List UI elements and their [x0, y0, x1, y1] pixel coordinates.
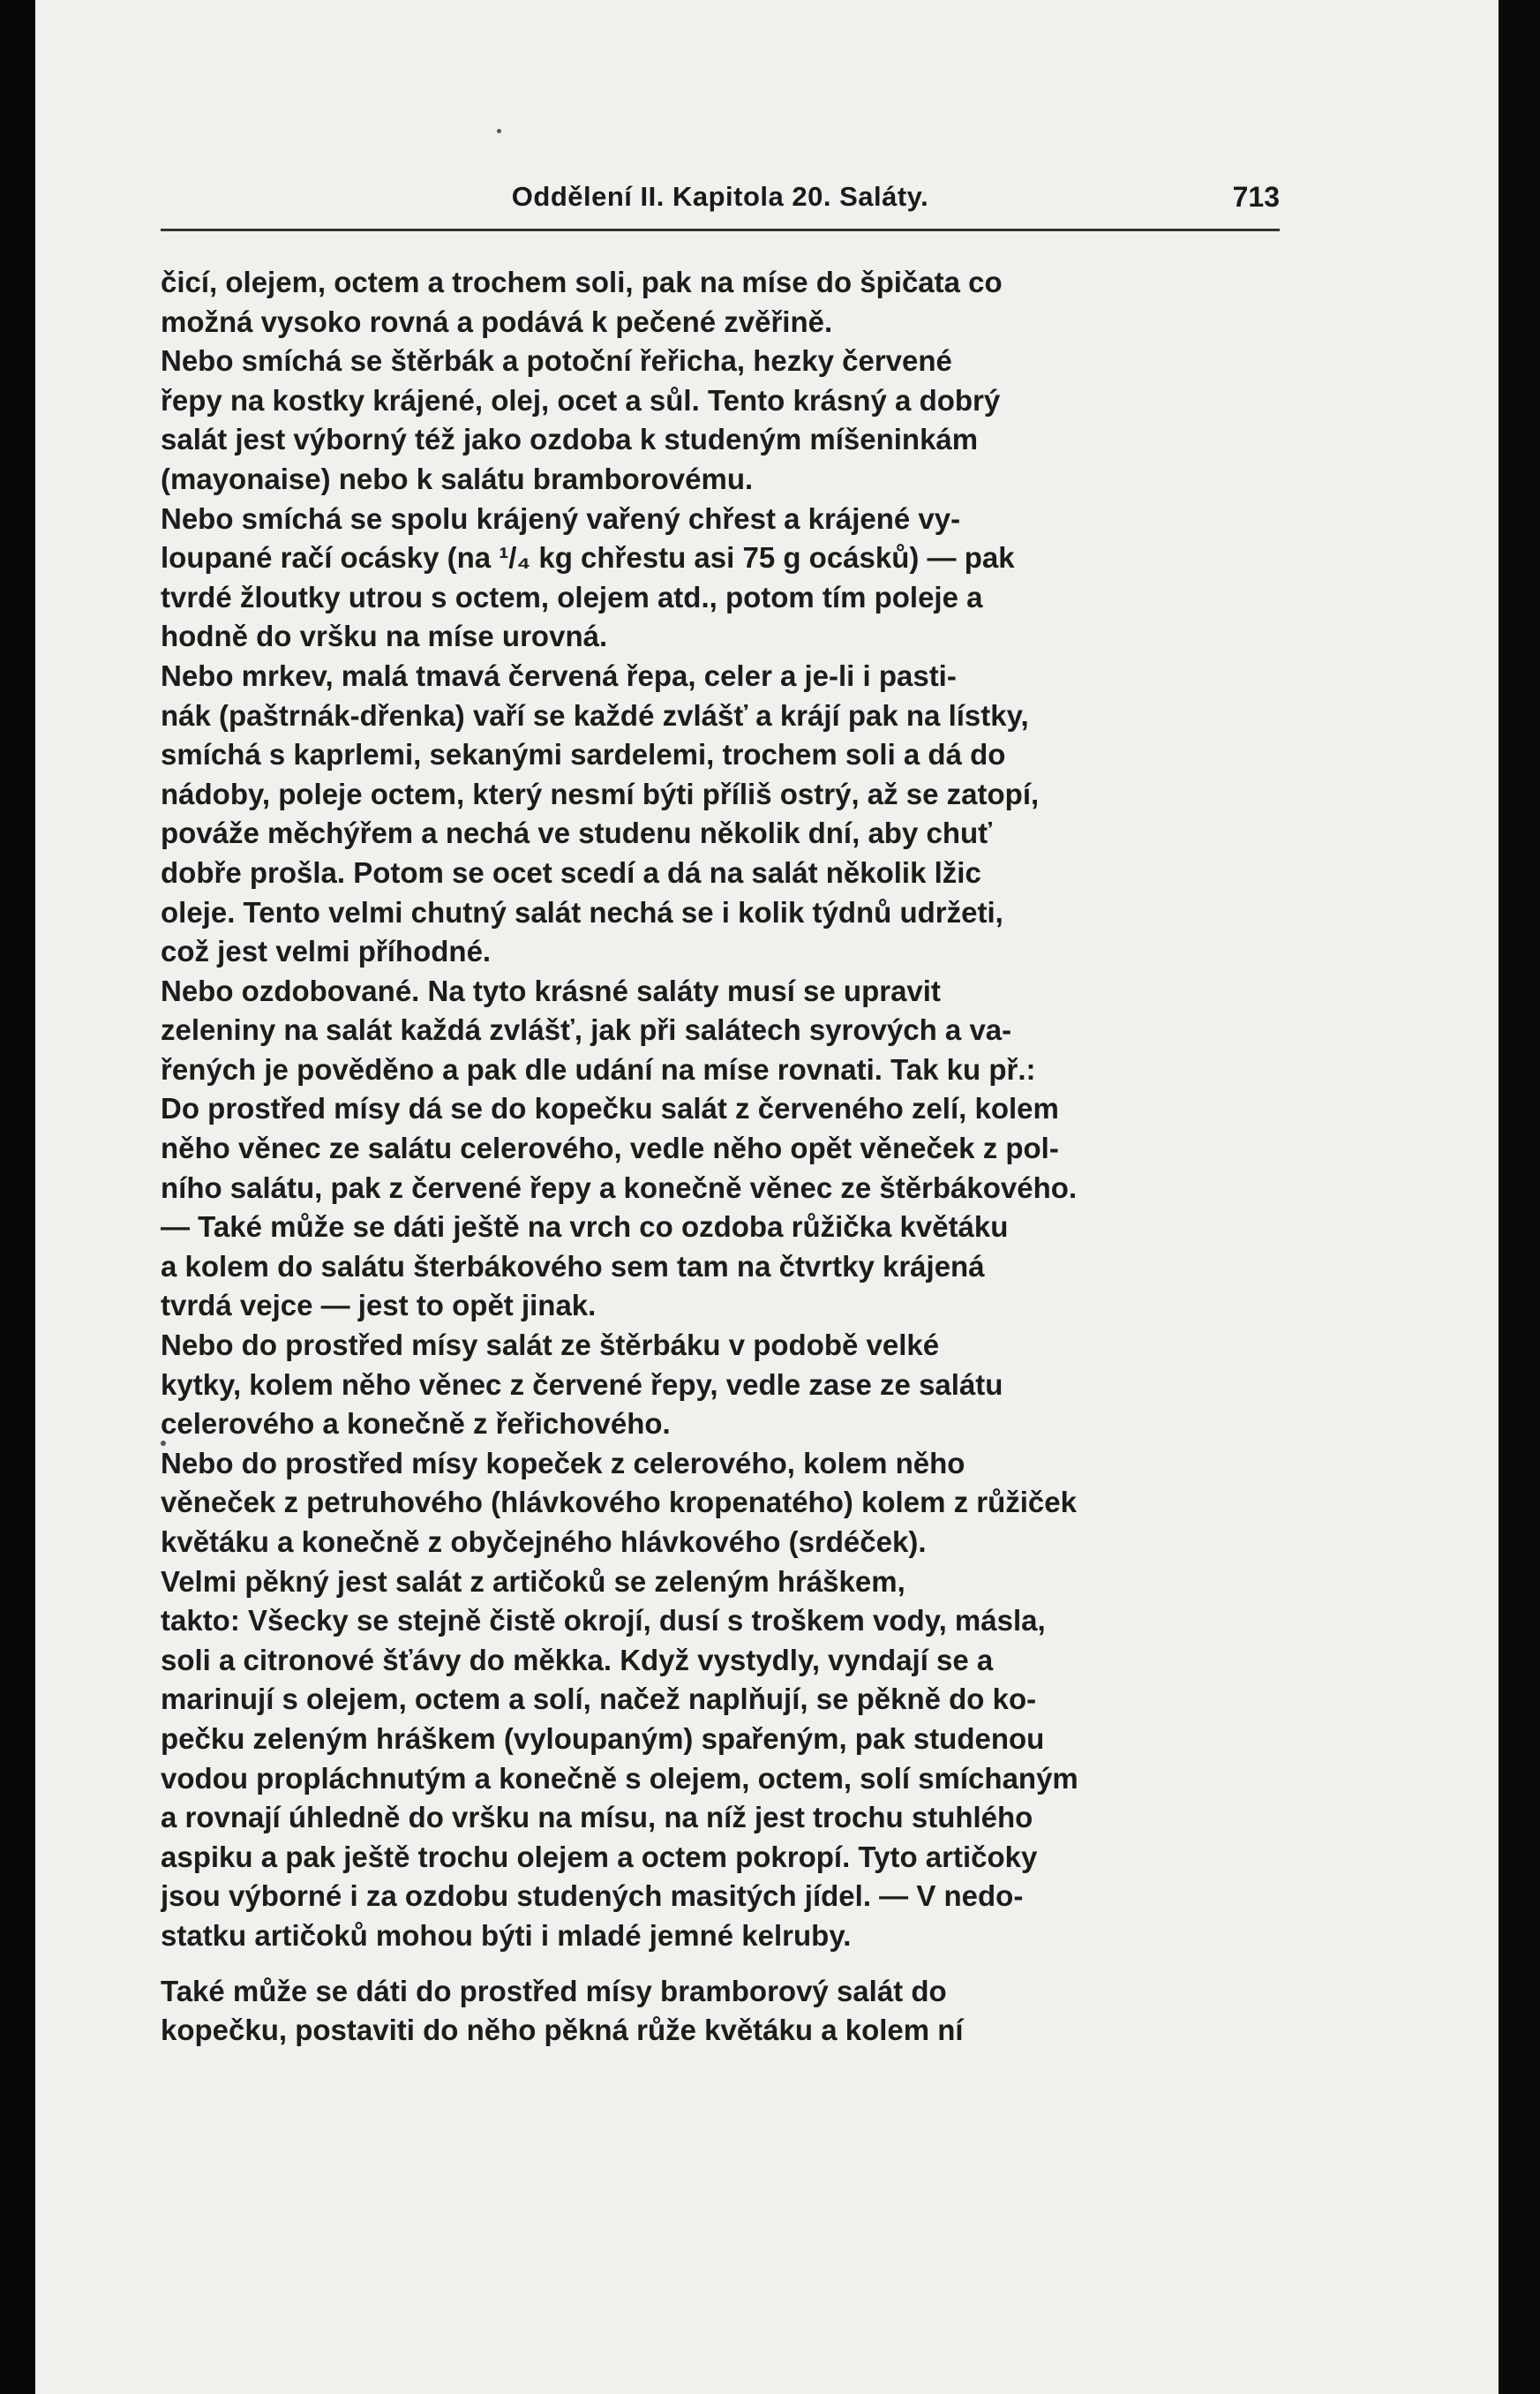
text-line: dobře prošla. Potom se ocet scedí a dá na salát několik lžic — [161, 855, 981, 889]
text-line: marinují s olejem, octem a solí, načež naplňují, se pěkně do ko- — [161, 1683, 1037, 1716]
text-line: možná vysoko rovná a podává k pečené zvěřině. — [161, 305, 833, 338]
text-line: něho věnec ze salátu celerového, vedle něho opět věneček z pol- — [161, 1132, 1059, 1165]
text-line: Nebo smíchá se spolu krájený vařený chřest a krájené vy- — [161, 501, 961, 535]
page-number: 713 — [1232, 181, 1280, 213]
text-line: jsou výborné i za ozdobu studených masitých jídel. — V nedo- — [161, 1879, 1024, 1913]
text-line: tvrdé žloutky utrou s octem, olejem atd., potom tím poleje a — [161, 580, 983, 614]
text-line: celerového a konečně z řeřichového. — [161, 1407, 671, 1441]
page-body-text — [161, 263, 1280, 2051]
text-line: Nebo do prostřed mísy salát ze štěrbáku v podobě velké — [161, 1329, 940, 1362]
text-line: oleje. Tento velmi chutný salát nechá se i kolik týdnů udržeti, — [161, 895, 1003, 929]
text-line: pováže měchýřem a nechá ve studenu několik dní, aby chuť — [161, 817, 992, 850]
text-line: vodou propláchnutým a konečně s olejem, octem, solí smíchaným — [161, 1761, 1078, 1795]
paper-speck — [497, 129, 501, 133]
chapter-heading: Oddělení II. Kapitola 20. Saláty. — [511, 181, 929, 212]
text-line: loupané račí ocásky (na ¹/₄ kg chřestu asi 75 g ocásků) — pak — [161, 541, 1015, 575]
text-line: (mayonaise) nebo k salátu bramborovému. — [161, 462, 754, 495]
text-line: soli a citronové šťávy do měkka. Když vystydly, vyndají se a — [161, 1643, 994, 1676]
text-line: a kolem do salátu šterbákového sem tam na čtvrtky krájená — [161, 1249, 985, 1283]
text-line: Nebo ozdobované. Na tyto krásné saláty musí se upravit — [161, 974, 941, 1007]
text-line: salát jest výborný též jako ozdoba k studeným míšeninkám — [161, 423, 979, 456]
header-rule — [161, 229, 1280, 231]
text-line: tvrdá vejce — jest to opět jinak. — [161, 1289, 597, 1322]
text-line: Nebo smíchá se štěrbák a potoční řeřicha, hezky červené — [161, 344, 952, 378]
running-header — [161, 181, 1280, 225]
text-line: nák (paštrnák-dřenka) vaří se každé zvlášť a krájí pak na lístky, — [161, 698, 1029, 732]
text-line: řených je pověděno a pak dle udání na míse rovnati. Tak ku př.: — [161, 1052, 1036, 1086]
text-line: řepy na kostky krájené, olej, ocet a sůl. Tento krásný a dobrý — [161, 383, 1001, 417]
text-line: nádoby, poleje octem, který nesmí býti příliš ostrý, až se zatopí, — [161, 777, 1040, 810]
text-line: kopečku, postaviti do něho pěkná růže květáku a kolem ní — [161, 2014, 964, 2047]
text-line: — Také může se dáti ještě na vrch co ozdoba růžička květáku — [161, 1210, 1009, 1244]
text-line: statku artičoků mohou býti i mladé jemné kelruby. — [161, 1918, 852, 1952]
text-line: Velmi pěkný jest salát z artičoků se zeleným hráškem, — [161, 1564, 905, 1598]
text-line: zeleniny na salát každá zvlášť, jak při salátech syrových a va- — [161, 1013, 1012, 1047]
text-line: hodně do vršku na míse urovná. — [161, 620, 608, 653]
text-line: pečku zeleným hráškem (vyloupaným) spařeným, pak studenou — [161, 1721, 1045, 1755]
text-line: Také může se dáti do prostřed mísy bramborový salát do — [161, 1974, 947, 2007]
scan-border-left — [0, 0, 35, 2394]
text-line: takto: Všecky se stejně čistě okrojí, dusí s troškem vody, másla, — [161, 1604, 1046, 1637]
text-line: a rovnají úhledně do vršku na mísu, na níž jest trochu stuhlého — [161, 1801, 1033, 1834]
scan-border-right — [1499, 0, 1540, 2394]
text-line: květáku a konečně z obyčejného hlávkového (srdéček). — [161, 1525, 927, 1558]
paragraph-gap — [161, 1956, 1280, 1972]
text-line: Do prostřed mísy dá se do kopečku salát z červeného zelí, kolem — [161, 1092, 1059, 1125]
text-line: Nebo do prostřed mísy kopeček z celerového, kolem něho — [161, 1446, 965, 1479]
text-line: věneček z petruhového (hlávkového kropenatého) kolem z růžiček — [161, 1486, 1077, 1519]
text-line: což jest velmi příhodné. — [161, 935, 492, 968]
text-line: ního salátu, pak z červené řepy a konečně věnec ze štěrbákového. — [161, 1171, 1078, 1204]
text-line: aspiku a pak ještě trochu olejem a octem pokropí. Tyto artičoky — [161, 1840, 1038, 1873]
text-line: Nebo mrkev, malá tmavá červená řepa, celer a je-li i pasti- — [161, 659, 957, 692]
text-line: kytky, kolem něho věnec z červené řepy, vedle zase ze salátu — [161, 1367, 1003, 1401]
text-line: čicí, olejem, octem a trochem soli, pak na míse do špičata co — [161, 266, 1003, 298]
text-line: smíchá s kaprlemi, sekanými sardelemi, trochem soli a dá do — [161, 738, 1006, 772]
